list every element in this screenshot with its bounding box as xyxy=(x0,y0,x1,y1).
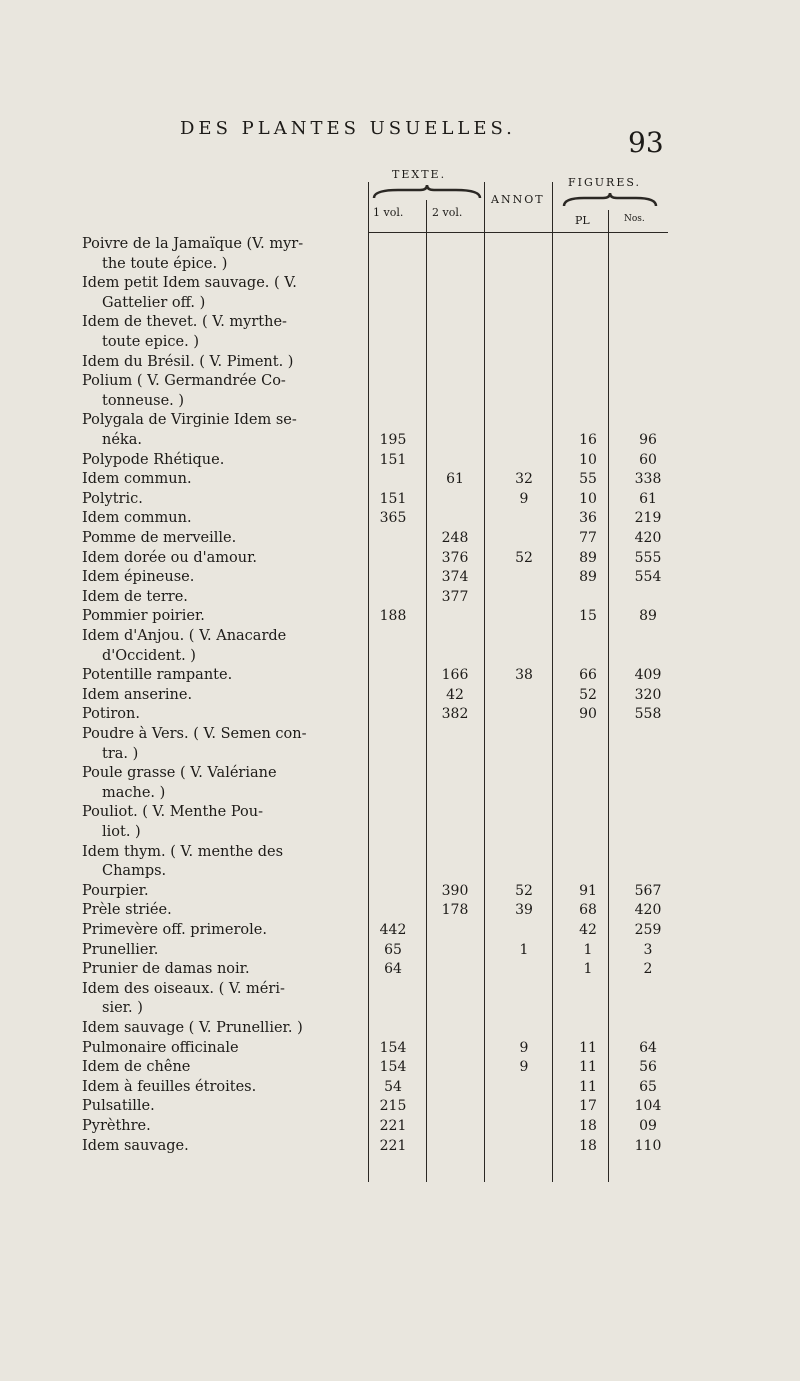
vol1-page: 154 xyxy=(379,1059,407,1076)
entry-label: Pyrèthre. xyxy=(82,1118,151,1134)
col-header-nos: Nos. xyxy=(624,214,645,224)
entry-label: Idem anserine. xyxy=(82,686,193,703)
vol2-page: 376 xyxy=(441,549,469,566)
figure-number: 60 xyxy=(639,451,657,468)
entry-label: tra. ) xyxy=(102,745,139,762)
annot-page: 9 xyxy=(519,490,529,507)
figure-number: 554 xyxy=(634,569,662,586)
vol2-page: 374 xyxy=(441,569,469,586)
entry-label: Pommier poirier. xyxy=(82,608,205,625)
figure-number: 110 xyxy=(634,1137,662,1154)
figure-number: 420 xyxy=(634,902,662,919)
plate-number: 66 xyxy=(579,667,597,684)
header-rule xyxy=(368,232,668,233)
entry-label: Idem commun. xyxy=(82,471,192,488)
entry-label: tonneuse. ) xyxy=(102,392,185,409)
vol1-page: 64 xyxy=(384,961,402,978)
entry-label: Idem d'Anjou. ( V. Anacarde xyxy=(82,628,287,644)
vol2-page: 178 xyxy=(441,902,469,919)
plate-number: 18 xyxy=(579,1118,597,1134)
figure-number: 409 xyxy=(634,667,662,684)
plate-number: 18 xyxy=(579,1137,597,1154)
figure-number: 104 xyxy=(634,1098,662,1115)
entry-label: néka. xyxy=(102,432,142,448)
plate-number: 36 xyxy=(579,510,597,527)
annot-page: 39 xyxy=(515,902,533,919)
figure-number: 420 xyxy=(634,530,662,546)
col-header-pl: PL xyxy=(575,214,590,227)
entry-label: the toute épice. ) xyxy=(102,255,228,272)
entry-label: Potiron. xyxy=(82,706,140,723)
vol1-page: 188 xyxy=(379,608,407,625)
entry-label: Primevère off. primerole. xyxy=(82,922,267,938)
entry-label: Idem sauvage ( V. Prunellier. ) xyxy=(82,1020,303,1036)
plate-number: 52 xyxy=(579,686,597,703)
entry-label: Pulmonaire officinale xyxy=(82,1039,239,1056)
figure-number: 555 xyxy=(634,549,662,566)
entry-label: Pulsatille. xyxy=(82,1098,155,1115)
vol2-page: 248 xyxy=(441,530,469,546)
entry-label: Idem thym. ( V. menthe des xyxy=(82,843,284,860)
entry-label: Poivre de la Jamaïque (V. myr- xyxy=(82,236,304,252)
plate-number: 17 xyxy=(579,1098,597,1115)
vol1-page: 442 xyxy=(379,922,407,938)
plate-number: 11 xyxy=(579,1059,597,1076)
entry-label: Pouliot. ( V. Menthe Pou- xyxy=(82,804,263,821)
plate-number: 1 xyxy=(583,961,593,978)
vol1-page: 365 xyxy=(379,510,407,527)
annot-page: 52 xyxy=(515,549,533,566)
annot-page: 32 xyxy=(515,471,533,488)
col-header-vol1: 1 vol. xyxy=(373,206,404,219)
entry-label: Idem épineuse. xyxy=(82,569,195,586)
figure-number: 3 xyxy=(643,941,653,958)
plate-number: 90 xyxy=(579,706,597,723)
annot-page: 9 xyxy=(519,1039,529,1056)
col-header-annot: ANNOT xyxy=(491,193,545,206)
plate-number: 42 xyxy=(579,922,597,938)
plate-number: 15 xyxy=(579,608,597,625)
entry-label: Pomme de merveille. xyxy=(82,530,237,546)
col-header-figures: FIGURES. xyxy=(568,176,641,189)
entry-label: Poudre à Vers. ( V. Semen con- xyxy=(82,726,307,742)
figure-number: 567 xyxy=(634,882,662,899)
vol2-page: 166 xyxy=(441,667,469,684)
entry-label: Polypode Rhétique. xyxy=(82,451,225,468)
col-header-vol2: 2 vol. xyxy=(432,206,463,219)
figure-number: 219 xyxy=(634,510,662,527)
figure-number: 64 xyxy=(639,1039,657,1056)
figure-number: 89 xyxy=(639,608,657,625)
entry-label: Champs. xyxy=(102,863,167,880)
plate-number: 16 xyxy=(579,432,597,448)
plate-number: 89 xyxy=(579,569,597,586)
entry-label: d'Occident. ) xyxy=(102,647,196,664)
entry-label: mache. ) xyxy=(102,784,166,801)
vol2-page: 42 xyxy=(446,686,464,703)
entry-label: Idem sauvage. xyxy=(82,1137,189,1154)
entry-label: Polytric. xyxy=(82,490,143,507)
entry-label: Idem de thevet. ( V. myrthe- xyxy=(82,314,287,331)
col-header-texte: TEXTE. xyxy=(392,168,447,181)
plate-number: 10 xyxy=(579,490,597,507)
vol2-page: 382 xyxy=(441,706,469,723)
vol1-page: 215 xyxy=(379,1098,407,1115)
table-row xyxy=(82,1138,800,1160)
entry-label: Pourpier. xyxy=(82,882,149,899)
entry-label: Idem des oiseaux. ( V. méri- xyxy=(82,980,285,997)
figure-number: 96 xyxy=(639,432,657,448)
entry-label: Idem de terre. xyxy=(82,588,188,605)
vol2-page: 61 xyxy=(446,471,464,488)
vol1-page: 151 xyxy=(379,451,407,468)
vol1-page: 54 xyxy=(384,1078,402,1095)
plate-number: 77 xyxy=(579,530,597,546)
entry-label: sier. ) xyxy=(102,1000,143,1017)
vol1-page: 154 xyxy=(379,1039,407,1056)
figure-number: 558 xyxy=(634,706,662,723)
figure-number: 2 xyxy=(643,961,653,978)
entry-label: Idem commun. xyxy=(82,510,192,527)
figure-number: 65 xyxy=(639,1078,657,1095)
entry-label: Polygala de Virginie Idem se- xyxy=(82,412,297,429)
figure-number: 320 xyxy=(634,686,662,703)
entry-label: Idem de chêne xyxy=(82,1059,191,1076)
brace-texte xyxy=(370,184,484,200)
entry-label: Polium ( V. Germandrée Co- xyxy=(82,373,286,390)
plate-number: 68 xyxy=(579,902,597,919)
brace-figures xyxy=(560,192,660,208)
entry-label: Potentille rampante. xyxy=(82,667,233,684)
entry-label: Poule grasse ( V. Valériane xyxy=(82,765,277,782)
plate-number: 11 xyxy=(579,1078,597,1095)
vol1-page: 65 xyxy=(384,941,402,958)
vol1-page: 151 xyxy=(379,490,407,507)
vol1-page: 195 xyxy=(379,432,407,448)
entry-label: Idem petit Idem sauvage. ( V. xyxy=(82,275,297,292)
entry-label: liot. ) xyxy=(102,824,141,840)
entry-label: Idem du Brésil. ( V. Piment. ) xyxy=(82,353,294,370)
plate-number: 11 xyxy=(579,1039,597,1056)
entry-label: Prèle striée. xyxy=(82,902,172,919)
page-number: 93 xyxy=(628,126,664,159)
plate-number: 10 xyxy=(579,451,597,468)
entry-label: Prunier de damas noir. xyxy=(82,961,250,978)
vol1-page: 221 xyxy=(379,1118,407,1134)
annot-page: 38 xyxy=(515,667,533,684)
vol2-page: 377 xyxy=(441,588,469,605)
running-head: DES PLANTES USUELLES. xyxy=(180,118,516,139)
entry-label: Prunellier. xyxy=(82,941,159,958)
figure-number: 09 xyxy=(639,1118,657,1134)
plate-number: 55 xyxy=(579,471,597,488)
figure-number: 338 xyxy=(634,471,662,488)
entry-label: toute epice. ) xyxy=(102,334,199,350)
plate-number: 1 xyxy=(583,941,593,958)
plate-number: 89 xyxy=(579,549,597,566)
vol1-page: 221 xyxy=(379,1137,407,1154)
figure-number: 56 xyxy=(639,1059,657,1076)
annot-page: 52 xyxy=(515,882,533,899)
entry-label: Idem dorée ou d'amour. xyxy=(82,549,258,566)
vol2-page: 390 xyxy=(441,882,469,899)
annot-page: 9 xyxy=(519,1059,529,1076)
figure-number: 259 xyxy=(634,922,662,938)
figure-number: 61 xyxy=(639,490,657,507)
entry-label: Idem à feuilles étroites. xyxy=(82,1078,257,1095)
entry-label: Gattelier off. ) xyxy=(102,294,206,311)
plate-number: 91 xyxy=(579,882,597,899)
annot-page: 1 xyxy=(519,941,529,958)
